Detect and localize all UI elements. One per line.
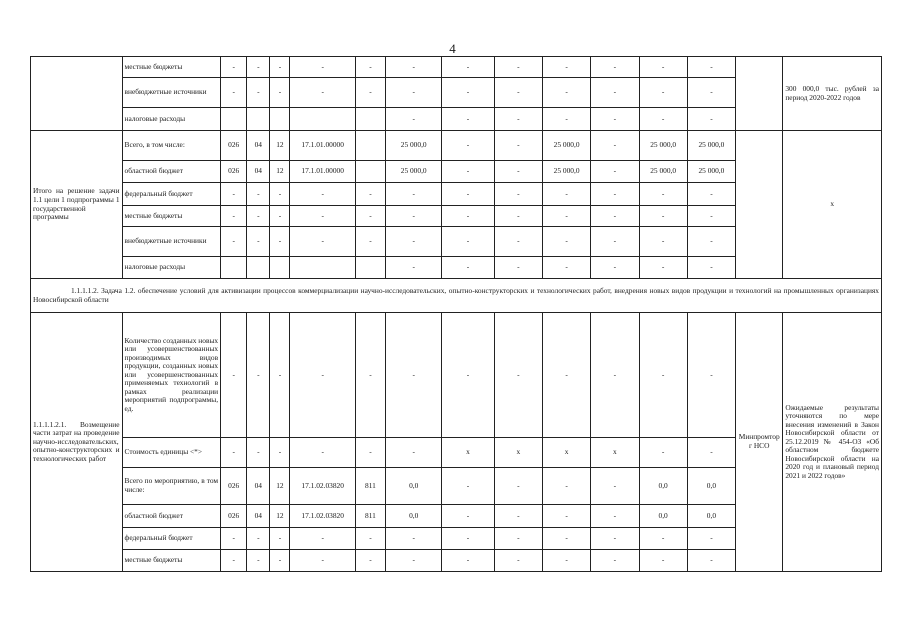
value-cell: 25 000,0 (386, 131, 442, 161)
value-cell: x (442, 438, 494, 468)
value-cell: 04 (247, 505, 270, 528)
value-cell: - (290, 438, 355, 468)
value-cell: - (386, 206, 442, 227)
value-cell: - (542, 57, 590, 78)
value-cell: - (247, 550, 270, 572)
value-cell: - (355, 550, 385, 572)
value-cell: 026 (221, 505, 247, 528)
value-cell: - (494, 108, 542, 131)
value-cell: 12 (270, 161, 290, 183)
value-cell: - (639, 57, 687, 78)
value-cell: - (687, 78, 735, 108)
value-cell: - (442, 108, 494, 131)
value-cell: x (494, 438, 542, 468)
value-cell: - (639, 438, 687, 468)
value-cell: - (386, 257, 442, 279)
value-cell: - (270, 528, 290, 550)
value-cell: - (355, 78, 385, 108)
value-cell: - (494, 528, 542, 550)
value-cell: - (687, 57, 735, 78)
value-cell: - (386, 528, 442, 550)
value-cell: 12 (270, 505, 290, 528)
value-cell: 0,0 (687, 468, 735, 505)
value-cell: 17.1.01.00000 (290, 161, 355, 183)
value-cell (355, 257, 385, 279)
value-cell: - (247, 206, 270, 227)
row-label-cell: Всего, в том числе: (122, 131, 221, 161)
value-cell: - (494, 505, 542, 528)
value-cell: - (494, 131, 542, 161)
value-cell (290, 257, 355, 279)
value-cell: - (687, 438, 735, 468)
value-cell: 026 (221, 161, 247, 183)
value-cell: 811 (355, 505, 385, 528)
value-cell: - (494, 183, 542, 206)
row-label-cell: Стоимость единицы <*> (122, 438, 221, 468)
table-row (31, 131, 882, 161)
value-cell: 0,0 (386, 468, 442, 505)
value-cell: - (290, 550, 355, 572)
measure-title-cell: Итого на решение задачи 1.1 цели 1 подпрограммы 1 государственной программы (31, 131, 123, 279)
value-cell: - (494, 313, 542, 438)
value-cell: - (591, 528, 639, 550)
value-cell: - (687, 108, 735, 131)
value-cell: - (687, 550, 735, 572)
value-cell: - (290, 183, 355, 206)
value-cell: - (591, 206, 639, 227)
value-cell: - (290, 227, 355, 257)
value-cell: 12 (270, 468, 290, 505)
value-cell: - (639, 550, 687, 572)
value-cell: 0,0 (687, 505, 735, 528)
value-cell: 026 (221, 468, 247, 505)
value-cell: - (494, 206, 542, 227)
value-cell: 0,0 (386, 505, 442, 528)
row-label-cell: внебюджетные источники (122, 78, 221, 108)
value-cell: - (494, 468, 542, 505)
executor-cell (736, 131, 783, 279)
value-cell (221, 108, 247, 131)
value-cell: - (542, 108, 590, 131)
value-cell: 0,0 (639, 468, 687, 505)
value-cell: - (442, 227, 494, 257)
value-cell: - (221, 438, 247, 468)
value-cell: - (355, 528, 385, 550)
value-cell: - (442, 313, 494, 438)
row-label-cell: Всего по мероприятию, в том числе: (122, 468, 221, 505)
value-cell (355, 161, 385, 183)
value-cell: - (355, 57, 385, 78)
value-cell: - (687, 206, 735, 227)
value-cell: - (270, 57, 290, 78)
value-cell: - (542, 550, 590, 572)
value-cell: - (247, 183, 270, 206)
value-cell (355, 131, 385, 161)
value-cell: - (591, 505, 639, 528)
value-cell: - (442, 468, 494, 505)
value-cell: - (591, 78, 639, 108)
value-cell: - (221, 78, 247, 108)
value-cell (355, 108, 385, 131)
row-label-cell: внебюджетные источники (122, 227, 221, 257)
value-cell: - (355, 438, 385, 468)
value-cell: - (386, 550, 442, 572)
table-row (31, 57, 882, 78)
note-cell: 300 000,0 тыс. рублей за период 2020-2022 годов (783, 57, 882, 131)
value-cell (270, 257, 290, 279)
value-cell: - (542, 257, 590, 279)
value-cell: - (442, 257, 494, 279)
value-cell: - (442, 183, 494, 206)
value-cell: - (290, 57, 355, 78)
value-cell: - (247, 57, 270, 78)
value-cell: - (386, 227, 442, 257)
value-cell: - (247, 227, 270, 257)
value-cell: - (442, 131, 494, 161)
value-cell: - (270, 438, 290, 468)
value-cell: - (591, 313, 639, 438)
value-cell: - (639, 528, 687, 550)
value-cell: 0,0 (639, 505, 687, 528)
value-cell: - (221, 528, 247, 550)
value-cell: - (290, 528, 355, 550)
value-cell: - (687, 183, 735, 206)
value-cell: - (591, 57, 639, 78)
value-cell: - (355, 206, 385, 227)
value-cell: - (494, 78, 542, 108)
value-cell: - (494, 161, 542, 183)
value-cell: - (442, 161, 494, 183)
value-cell: - (591, 108, 639, 131)
value-cell: - (270, 313, 290, 438)
value-cell: 25 000,0 (639, 131, 687, 161)
value-cell: - (639, 108, 687, 131)
value-cell: - (687, 257, 735, 279)
row-label-cell: областной бюджет (122, 505, 221, 528)
row-label-cell: областной бюджет (122, 161, 221, 183)
value-cell: 811 (355, 468, 385, 505)
value-cell: - (494, 257, 542, 279)
value-cell: 25 000,0 (542, 161, 590, 183)
row-label-cell: налоговые расходы (122, 257, 221, 279)
value-cell: 04 (247, 468, 270, 505)
value-cell: - (542, 78, 590, 108)
task-heading-row (31, 279, 882, 313)
value-cell: - (591, 161, 639, 183)
value-cell: - (247, 78, 270, 108)
value-cell: - (591, 131, 639, 161)
task-heading: 1.1.1.1.2. Задача 1.2. обеспечение условий для активизации процессов коммерциализации научно-исследовательских, опытно-конструкторских и технологических работ, внедрения новых видов продукции и технологий на промышленных организациях Новосибирской области (33, 285, 879, 304)
value-cell: - (442, 57, 494, 78)
value-cell: x (591, 438, 639, 468)
value-cell: - (355, 313, 385, 438)
value-cell: - (442, 528, 494, 550)
value-cell (247, 257, 270, 279)
value-cell: - (386, 57, 442, 78)
value-cell (247, 108, 270, 131)
note-cell: x (783, 131, 882, 279)
value-cell: - (270, 183, 290, 206)
measure-title-cell (31, 57, 123, 131)
value-cell: - (542, 468, 590, 505)
value-cell: - (542, 206, 590, 227)
value-cell: - (542, 227, 590, 257)
value-cell: - (221, 206, 247, 227)
value-cell: - (494, 227, 542, 257)
value-cell (270, 108, 290, 131)
value-cell: - (355, 183, 385, 206)
value-cell: - (290, 313, 355, 438)
value-cell: 04 (247, 131, 270, 161)
value-cell: - (591, 183, 639, 206)
value-cell: - (591, 227, 639, 257)
value-cell: - (386, 108, 442, 131)
value-cell: - (639, 257, 687, 279)
value-cell: - (270, 206, 290, 227)
value-cell: 04 (247, 161, 270, 183)
value-cell: - (221, 227, 247, 257)
value-cell: - (639, 313, 687, 438)
value-cell: - (639, 78, 687, 108)
value-cell: - (494, 57, 542, 78)
table-row (31, 313, 882, 438)
value-cell: 12 (270, 131, 290, 161)
value-cell: 026 (221, 131, 247, 161)
value-cell: - (386, 183, 442, 206)
value-cell: 25 000,0 (639, 161, 687, 183)
value-cell: - (542, 183, 590, 206)
value-cell: - (355, 227, 385, 257)
value-cell: 25 000,0 (687, 131, 735, 161)
row-label-cell: местные бюджеты (122, 57, 221, 78)
value-cell (221, 257, 247, 279)
value-cell: - (687, 227, 735, 257)
measure-title-cell: 1.1.1.1.2.1. Возмещение части затрат на проведение научно-исследовательских, опытно-конструкторских и технологических работ (31, 313, 123, 572)
value-cell: - (639, 206, 687, 227)
executor-cell (736, 57, 783, 131)
value-cell: - (290, 206, 355, 227)
value-cell: - (221, 550, 247, 572)
value-cell: 17.1.02.03820 (290, 468, 355, 505)
value-cell: - (442, 206, 494, 227)
value-cell: - (542, 505, 590, 528)
value-cell: - (290, 78, 355, 108)
row-label-cell: местные бюджеты (122, 206, 221, 227)
value-cell: - (270, 550, 290, 572)
row-label-cell: Количество созданных новых или усовершенствованных производимых видов продукции, созданных новых или усовершенствованных применяемых технологий в рамках реализации мероприятий подпрограммы, ед. (122, 313, 221, 438)
value-cell: - (591, 257, 639, 279)
value-cell: - (221, 183, 247, 206)
note-cell: Ожидаемые результаты уточняются по мере внесения изменений в Закон Новосибирской области от 25.12.2019 № 454-ОЗ «Об областном бюджете Новосибирской области на 2020 год и плановый период 2021 и 2022 годов» (783, 313, 882, 572)
value-cell: - (687, 528, 735, 550)
value-cell: 25 000,0 (542, 131, 590, 161)
value-cell: - (442, 550, 494, 572)
value-cell: - (221, 57, 247, 78)
value-cell: - (247, 528, 270, 550)
value-cell: - (270, 78, 290, 108)
value-cell: 25 000,0 (386, 161, 442, 183)
value-cell: - (639, 227, 687, 257)
row-label-cell: федеральный бюджет (122, 183, 221, 206)
value-cell: - (442, 505, 494, 528)
value-cell: x (542, 438, 590, 468)
value-cell: - (386, 78, 442, 108)
row-label-cell: налоговые расходы (122, 108, 221, 131)
value-cell: - (542, 313, 590, 438)
value-cell: - (386, 313, 442, 438)
value-cell: - (639, 183, 687, 206)
value-cell: - (542, 528, 590, 550)
value-cell: 17.1.02.03820 (290, 505, 355, 528)
value-cell: - (494, 550, 542, 572)
value-cell: - (270, 227, 290, 257)
value-cell: - (591, 468, 639, 505)
value-cell: - (247, 438, 270, 468)
value-cell: - (247, 313, 270, 438)
value-cell: - (221, 313, 247, 438)
page-number: 4 (449, 41, 456, 56)
value-cell (290, 108, 355, 131)
row-label-cell: федеральный бюджет (122, 528, 221, 550)
executor-cell: Минпромтор г НСО (736, 313, 783, 572)
row-label-cell: местные бюджеты (122, 550, 221, 572)
value-cell: - (386, 438, 442, 468)
value-cell: - (591, 550, 639, 572)
value-cell: 17.1.01.00000 (290, 131, 355, 161)
value-cell: - (687, 313, 735, 438)
value-cell: - (442, 78, 494, 108)
program-budget-table (30, 56, 882, 572)
value-cell: 25 000,0 (687, 161, 735, 183)
